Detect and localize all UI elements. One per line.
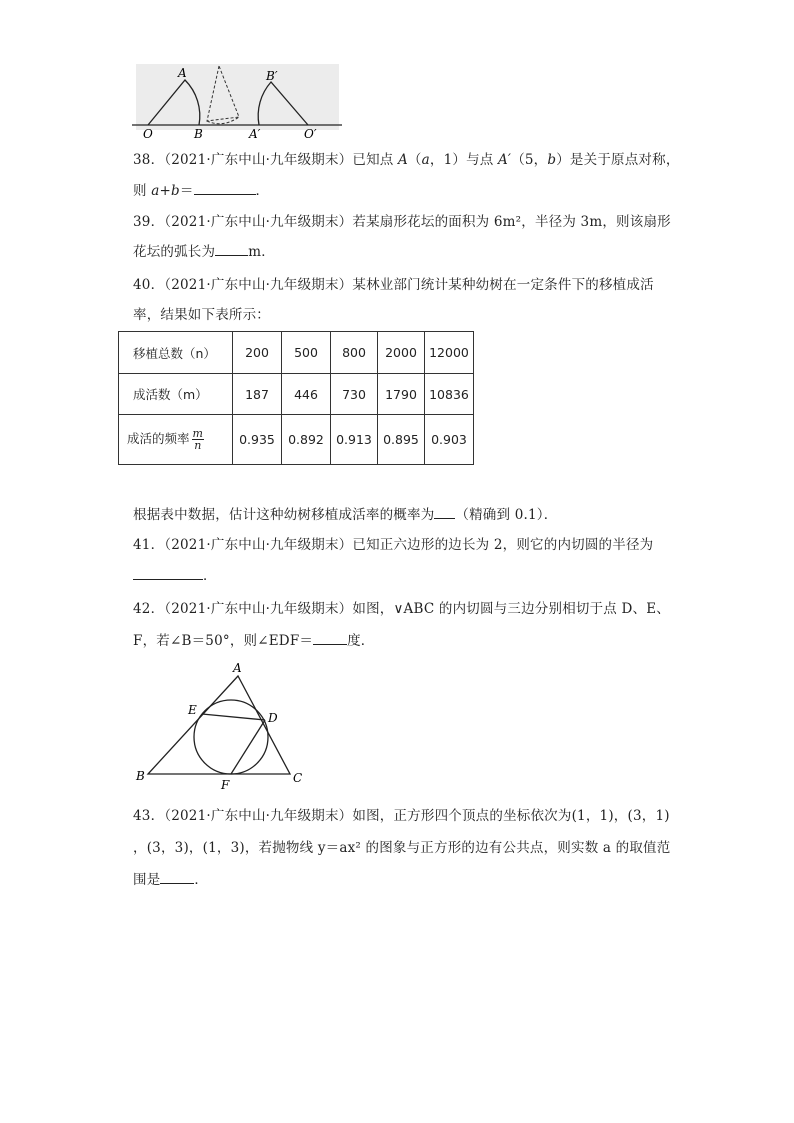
q43-line2 — [133, 838, 670, 858]
q38-text: ，1）与点 — [429, 152, 498, 168]
frequency-label: 成活的频率 — [127, 431, 190, 446]
q38-text: 则 — [133, 183, 152, 199]
q41-line2 — [133, 565, 217, 586]
label-B: B — [136, 769, 145, 783]
label-A: A — [233, 661, 242, 675]
q41-source: （2021·广东中山·九年级期末） — [164, 537, 353, 553]
q43-line3 — [133, 869, 208, 890]
q41-line1 — [133, 535, 653, 555]
segment-ed — [202, 714, 265, 720]
q41-number: 41． — [133, 537, 165, 553]
table-cell: 0.903 — [425, 415, 474, 465]
q38-expression: a+b — [151, 183, 180, 199]
q38-text: ． — [255, 183, 270, 199]
q40-line1 — [133, 275, 654, 295]
q43-line1 — [133, 806, 670, 826]
row-label-total: 移植总数（n） — [119, 332, 233, 374]
fraction-numerator: m — [192, 427, 203, 440]
label-A-prime: A′ — [249, 127, 261, 141]
label-B: B — [194, 127, 203, 141]
figure-background — [136, 64, 339, 130]
q38-text: ）是关于原点对称， — [556, 152, 680, 168]
q38-number: 38． — [133, 152, 165, 168]
q38-source: （2021·广东中山·九年级期末） — [164, 152, 353, 168]
q39-line2 — [133, 241, 275, 262]
q42-text: F，若∠B＝50°，则∠EDF＝ — [133, 633, 314, 649]
table-cell: 0.913 — [331, 415, 378, 465]
q43-source: （2021·广东中山·九年级期末） — [164, 808, 353, 824]
q39-answer-blank[interactable] — [215, 241, 248, 256]
q38-text: 已知点 — [352, 152, 398, 168]
q42-number: 42． — [133, 601, 165, 617]
table-cell: 0.935 — [233, 415, 282, 465]
q42-answer-blank[interactable] — [313, 630, 347, 645]
fraction-m-over-n — [192, 428, 204, 451]
q40-text: （精确到 0.1）． — [455, 507, 558, 523]
label-B-prime: B′ — [266, 69, 278, 83]
q39-source: （2021·广东中山·九年级期末） — [164, 214, 353, 230]
table-cell: 200 — [233, 332, 282, 374]
q40-text: 根据表中数据，估计这种幼树移植成活率的概率为 — [133, 507, 435, 523]
q43-number: 43． — [133, 808, 165, 824]
q40-source: （2021·广东中山·九年级期末） — [164, 277, 353, 293]
q42-source: （2021·广东中山·九年级期末） — [164, 601, 353, 617]
q40-text: 率，结果如下表所示： — [133, 307, 270, 323]
q40-number: 40． — [133, 277, 165, 293]
q42-text: 如图，∨ABC 的内切圆与三边分别相切于点 D、E、 — [352, 601, 670, 617]
label-C: C — [293, 771, 303, 785]
q39-text: 若某扇形花坛的面积为 6m²，半径为 3m，则该扇形 — [352, 214, 671, 230]
table-cell: 0.895 — [378, 415, 425, 465]
label-F: F — [221, 778, 230, 792]
table-cell: 446 — [282, 374, 331, 415]
q38-line1 — [133, 150, 680, 170]
q40-line2 — [133, 305, 270, 325]
q42-line1 — [133, 599, 670, 619]
table-cell: 10836 — [425, 374, 474, 415]
q40-text: 某林业部门统计某种幼树在一定条件下的移植成活 — [352, 277, 654, 293]
fraction-denominator: n — [194, 439, 202, 452]
q43-text: 围是 — [133, 872, 161, 888]
q38-text: ＝ — [179, 183, 194, 199]
q38-point-a: A — [397, 152, 408, 168]
q42-line2 — [133, 630, 375, 651]
q41-text: ． — [203, 568, 217, 584]
table-cell: 730 — [331, 374, 378, 415]
segment-df — [231, 720, 265, 774]
q42-text: 度． — [347, 633, 375, 649]
q39-text: m． — [248, 244, 275, 260]
table-cell: 12000 — [425, 332, 474, 374]
label-D: D — [268, 711, 278, 725]
label-A: A — [178, 66, 187, 80]
table-cell: 187 — [233, 374, 282, 415]
table-cell: 2000 — [378, 332, 425, 374]
q41-text: 已知正六边形的边长为 2，则它的内切圆的半径为 — [352, 537, 654, 553]
q43-text: ，(3，3)，(1，3)，若抛物线 y＝ax² 的图象与正方形的边有公共点，则实数 a 的取值范 — [133, 840, 671, 856]
q39-line1 — [133, 212, 671, 232]
triangle-abc — [148, 676, 290, 774]
incircle — [194, 700, 268, 774]
table-row — [119, 374, 474, 415]
incircle-triangle-figure — [130, 660, 310, 795]
table-cell: 500 — [282, 332, 331, 374]
table-cell: 1790 — [378, 374, 425, 415]
q38-var-a: a — [421, 152, 430, 168]
q40-after-line — [133, 504, 557, 525]
q43-text: 如图，正方形四个顶点的坐标依次为(1，1)，(3，1) — [352, 808, 670, 824]
table-row — [119, 415, 474, 465]
row-label-survived: 成活数（m） — [119, 374, 233, 415]
row-label-frequency — [119, 415, 233, 465]
q38-text: （ — [407, 152, 422, 168]
survival-rate-table — [118, 331, 474, 465]
table-row — [119, 332, 474, 374]
sector-rotation-figure — [130, 60, 345, 142]
label-O: O — [143, 127, 153, 141]
table-cell: 0.892 — [282, 415, 331, 465]
q40-answer-blank[interactable] — [434, 504, 455, 519]
q39-number: 39． — [133, 214, 165, 230]
q41-answer-blank[interactable] — [133, 565, 203, 580]
q38-answer-blank[interactable] — [194, 180, 256, 195]
q43-text: ． — [194, 872, 209, 888]
q38-line2 — [133, 180, 269, 201]
q39-text: 花坛的弧长为 — [133, 244, 216, 260]
table-cell: 800 — [331, 332, 378, 374]
label-O-prime: O′ — [304, 127, 317, 141]
q38-var-b: b — [547, 152, 557, 168]
label-E: E — [188, 703, 197, 717]
q38-point-a-prime: A′ — [497, 152, 512, 168]
q38-text: （5， — [511, 152, 548, 168]
q43-answer-blank[interactable] — [160, 869, 194, 884]
